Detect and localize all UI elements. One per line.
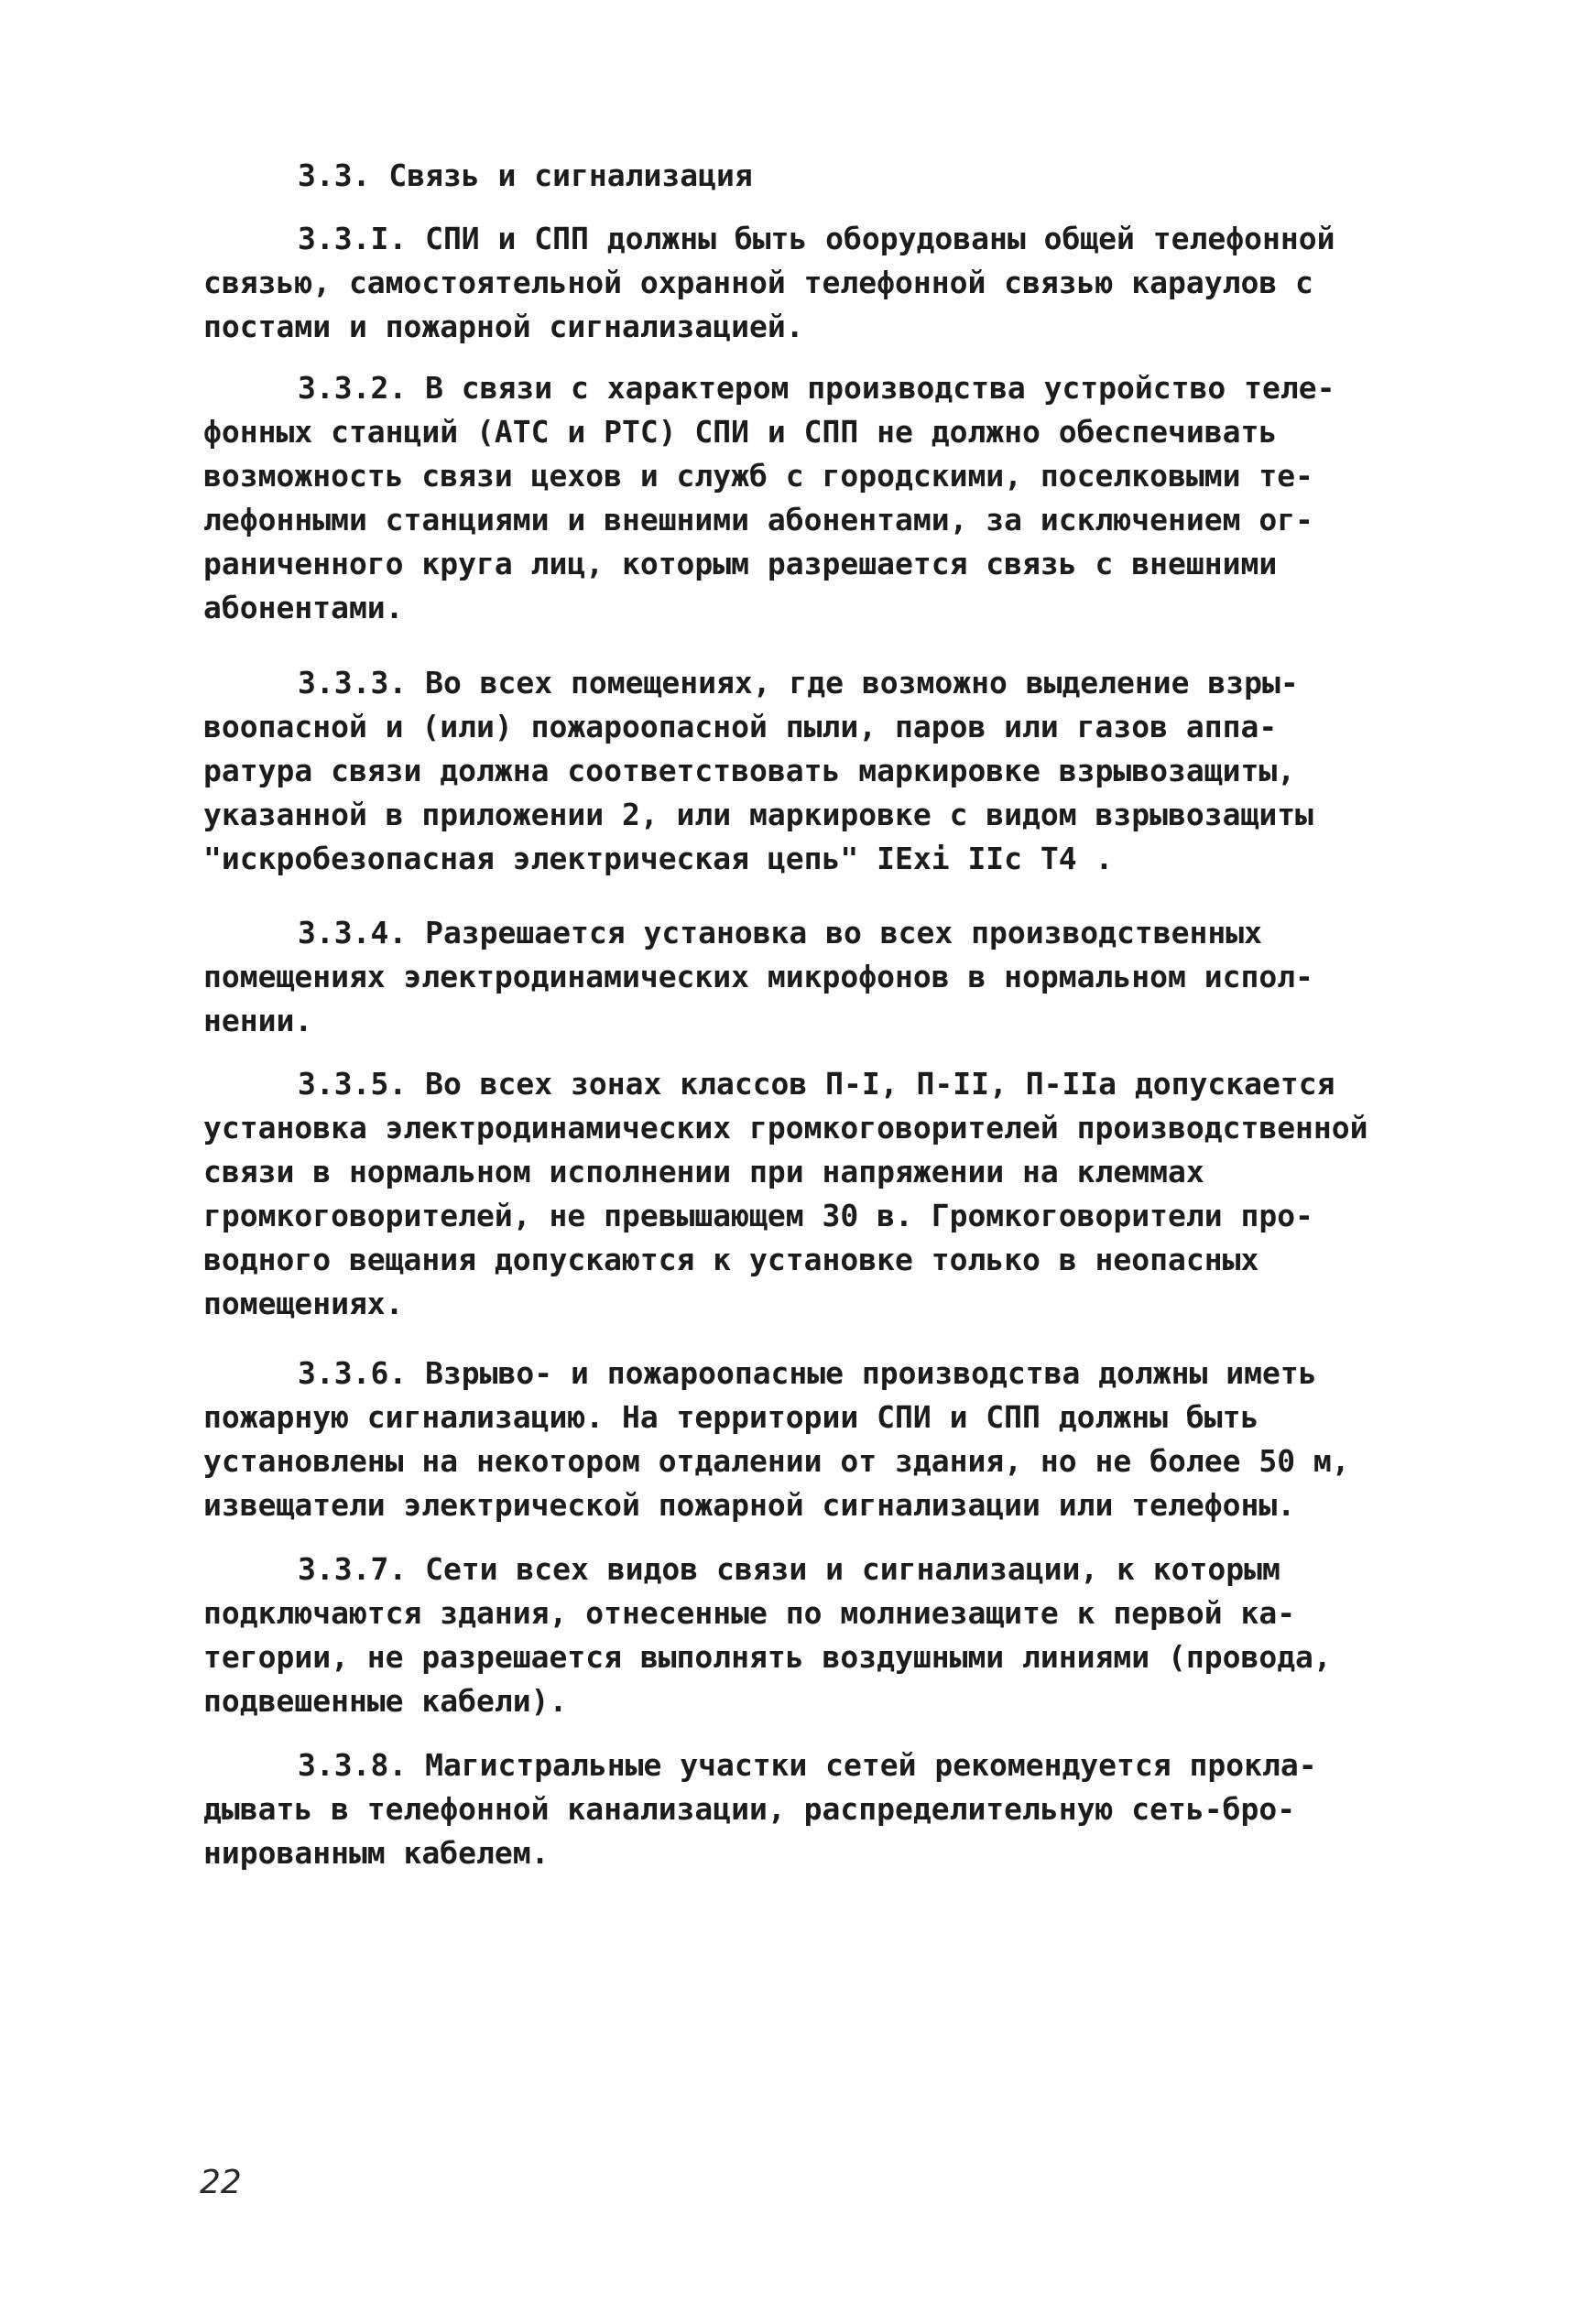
paragraph-line: 3.3.2. В связи с характером производства устройство теле-	[298, 370, 1335, 406]
paragraph-line: установка электродинамических громкоговорителей производственной	[203, 1110, 1368, 1146]
paragraph-3-3-2	[203, 366, 1394, 630]
paragraph-3-3-3	[203, 661, 1394, 881]
paragraph-line: воопасной и (или) пожароопасной пыли, паров или газов аппа-	[203, 709, 1278, 744]
paragraph-line: фонных станций (АТС и РТС) СПИ и СПП не должно обеспечивать	[203, 414, 1278, 450]
paragraph-line: дывать в телефонной канализации, распределительную сеть-бро-	[203, 1791, 1296, 1827]
paragraph-line: помещениях.	[203, 1286, 404, 1321]
paragraph-line: 3.3.7. Сети всех видов связи и сигнализации, к которым	[298, 1551, 1280, 1587]
paragraph-line: подключаются здания, отнесенные по молниезащите к первой ка-	[203, 1595, 1296, 1631]
paragraph-line: 3.3.6. Взрыво- и пожароопасные производства должны иметь	[298, 1355, 1317, 1391]
paragraph-line: связью, самостоятельной охранной телефонной связью караулов с	[203, 265, 1313, 300]
paragraph-3-3-4	[203, 911, 1394, 1043]
paragraph-line: указанной в приложении 2, или маркировке с видом взрывозащиты	[203, 797, 1313, 832]
paragraph-line: абонентами.	[203, 590, 404, 625]
paragraph-line: возможность связи цехов и служб с городскими, поселковыми те-	[203, 458, 1313, 494]
paragraph-line: извещатели электрической пожарной сигнализации или телефоны.	[203, 1487, 1296, 1523]
paragraph-line: водного вещания допускаются к установке только в неопасных	[203, 1242, 1259, 1277]
paragraph-line: ратура связи должна соответствовать маркировке взрывозащиты,	[203, 753, 1296, 788]
paragraph-line: "искробезопасная электрическая цепь" IExi IIc T4 .	[203, 841, 1114, 876]
section-heading: 3.3. Связь и сигнализация	[298, 157, 753, 193]
paragraph-line: постами и пожарной сигнализацией.	[203, 309, 804, 344]
paragraph-line: тегории, не разрешается выполнять воздушными линиями (провода,	[203, 1639, 1332, 1675]
paragraph-3-3-1	[203, 217, 1394, 349]
paragraph-3-3-7	[203, 1548, 1394, 1723]
page-number: 22	[200, 2164, 242, 2201]
paragraph-3-3-8	[203, 1743, 1394, 1875]
paragraph-line: помещениях электродинамических микрофонов в нормальном испол-	[203, 959, 1313, 994]
paragraph-line: лефонными станциями и внешними абонентами, за исключением ог-	[203, 502, 1313, 538]
paragraph-line: громкоговорителей, не превышающем 30 в. Громкоговорители про-	[203, 1198, 1313, 1233]
paragraph-line: 3.3.4. Разрешается установка во всех производственных	[298, 915, 1262, 950]
paragraph-line: связи в нормальном исполнении при напряжении на клеммах	[203, 1154, 1204, 1189]
paragraph-line: 3.3.8. Магистральные участки сетей рекомендуется прокла-	[298, 1747, 1317, 1783]
paragraph-3-3-5	[203, 1062, 1394, 1326]
paragraph-line: 3.3.I. СПИ и СПП должны быть оборудованы общей телефонной	[298, 221, 1335, 256]
paragraph-line: 3.3.3. Во всех помещениях, где возможно выделение взры-	[298, 665, 1299, 700]
paragraph-line: подвешенные кабели).	[203, 1683, 568, 1719]
paragraph-3-3-6	[203, 1352, 1394, 1527]
paragraph-line: нении.	[203, 1003, 313, 1038]
paragraph-line: раниченного круга лиц, которым разрешается связь с внешними	[203, 546, 1278, 581]
paragraph-line: 3.3.5. Во всех зонах классов П-I, П-II, П-IIа допускается	[298, 1066, 1335, 1102]
paragraph-line: нированным кабелем.	[203, 1835, 550, 1871]
paragraph-line: пожарную сигнализацию. На территории СПИ и СПП должны быть	[203, 1399, 1259, 1435]
paragraph-line: установлены на некотором отдалении от здания, но не более 50 м,	[203, 1443, 1350, 1479]
